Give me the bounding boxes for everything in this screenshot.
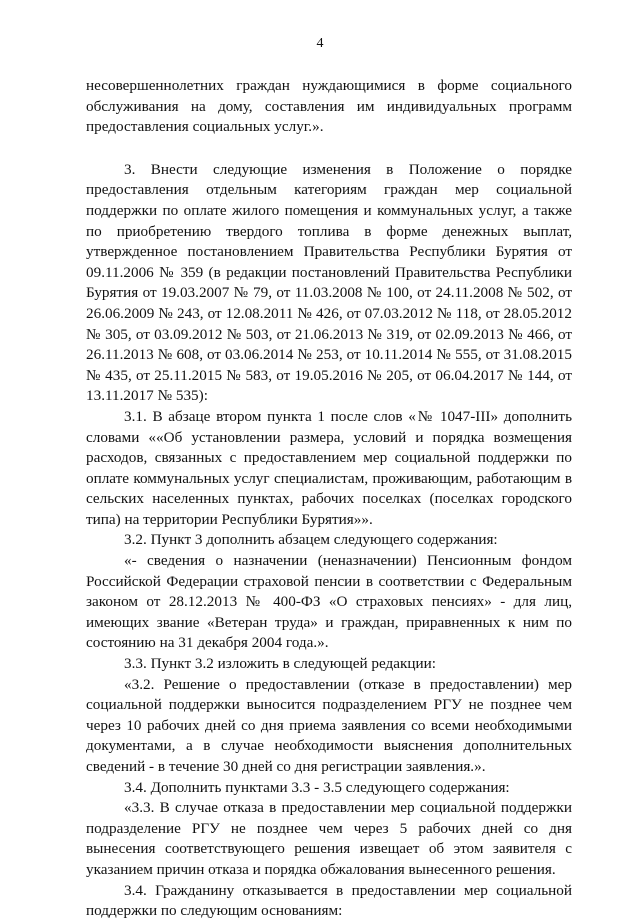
document-body [86,76,572,922]
paragraph-quote-3-4-new: 3.4. Гражданину отказывается в предоставлении мер социальной поддержки по следующим основаниям: [86,881,572,920]
paragraph-quote-3-3-new: «3.3. В случае отказа в предоставлении мер социальной поддержки подразделение РГУ не позднее чем через 5 рабочих дней со дня вынесения соответствующего решения извещает об этом заявителя с указанием причин отказа и порядка обжалования вынесенного решения. [86,799,572,878]
page-number: 4 [316,36,324,51]
paragraph-item-3: 3. Внести следующие изменения в Положение о порядке предоставления отдельным категориям граждан мер социальной поддержки по оплате жилого помещения и коммунальных услуг, а также по приобретению твердого топлива в форме денежных выплат, утвержденное постановлением Правительства Республики Бурятия от 09.11.2006 № 359 (в редакции постановлений Правительства Республики Бурятия от 19.03.2007 № 79, от 11.03.2008 № 100, от 24.11.2008 № 502, от 26.06.2009 № 243, от 12.08.2011 № 426, от 07.03.2012 № 118, от 28.05.2012 № 305, от 03.09.2012 № 503, от 21.06.2013 № 319, от 02.09.2013 № 466, от 26.11.2013 № 608, от 03.06.2014 № 253, от 10.11.2014 № 555, от 31.08.2015 № 435, от 25.11.2015 № 583, от 19.05.2016 № 205, от 06.04.2017 № 144, от 13.11.2017 № 535): [86,160,572,405]
paragraph-item-3-3: 3.3. Пункт 3.2 изложить в следующей редакции: [124,655,437,673]
paragraph-quote-3-2: «- сведения о назначении (неназначении) Пенсионным фондом Российской Федерации страховой пенсии в соответствии с Федеральным законом от 28.12.2013 № 400-ФЗ «О страховых пенсиях» - для лиц, имеющих звание «Ветеран труда» и граждан, приравненных к ним по состоянию на 31 декабря 2004 года.». [86,552,572,652]
paragraph-item-3-2: 3.2. Пункт 3 дополнить абзацем следующего содержания: [124,531,498,549]
paragraph-item-3-4: 3.4. Дополнить пунктами 3.3 - 3.5 следующего содержания: [124,778,510,796]
paragraph-continuation: несовершеннолетних граждан нуждающимися в форме социального обслуживания на дому, составления им индивидуальных программ предоставления социальных услуг.». [86,77,572,136]
paragraph-quote-3-3: «3.2. Решение о предоставлении (отказе в предоставлении) мер социальной поддержки выносится подразделением РГУ не позднее чем через 10 рабочих дней со дня приема заявления со всеми необходимыми документами, а в случае необходимости выяснения дополнительных сведений - в течение 30 дней со дня регистрации заявления.». [86,675,572,775]
paragraph-item-3-1: 3.1. В абзаце втором пункта 1 после слов «№ 1047-III» дополнить словами ««Об установлении размера, условий и порядка возмещения расходов, связанных с предоставлением мер социальной поддержки по оплате коммунальных услуг специалистам, проживающим, работающим в сельских населенных пунктах, рабочих поселках (поселках городского типа) на территории Республики Бурятия»». [86,407,572,528]
paragraph-gap [86,138,572,160]
